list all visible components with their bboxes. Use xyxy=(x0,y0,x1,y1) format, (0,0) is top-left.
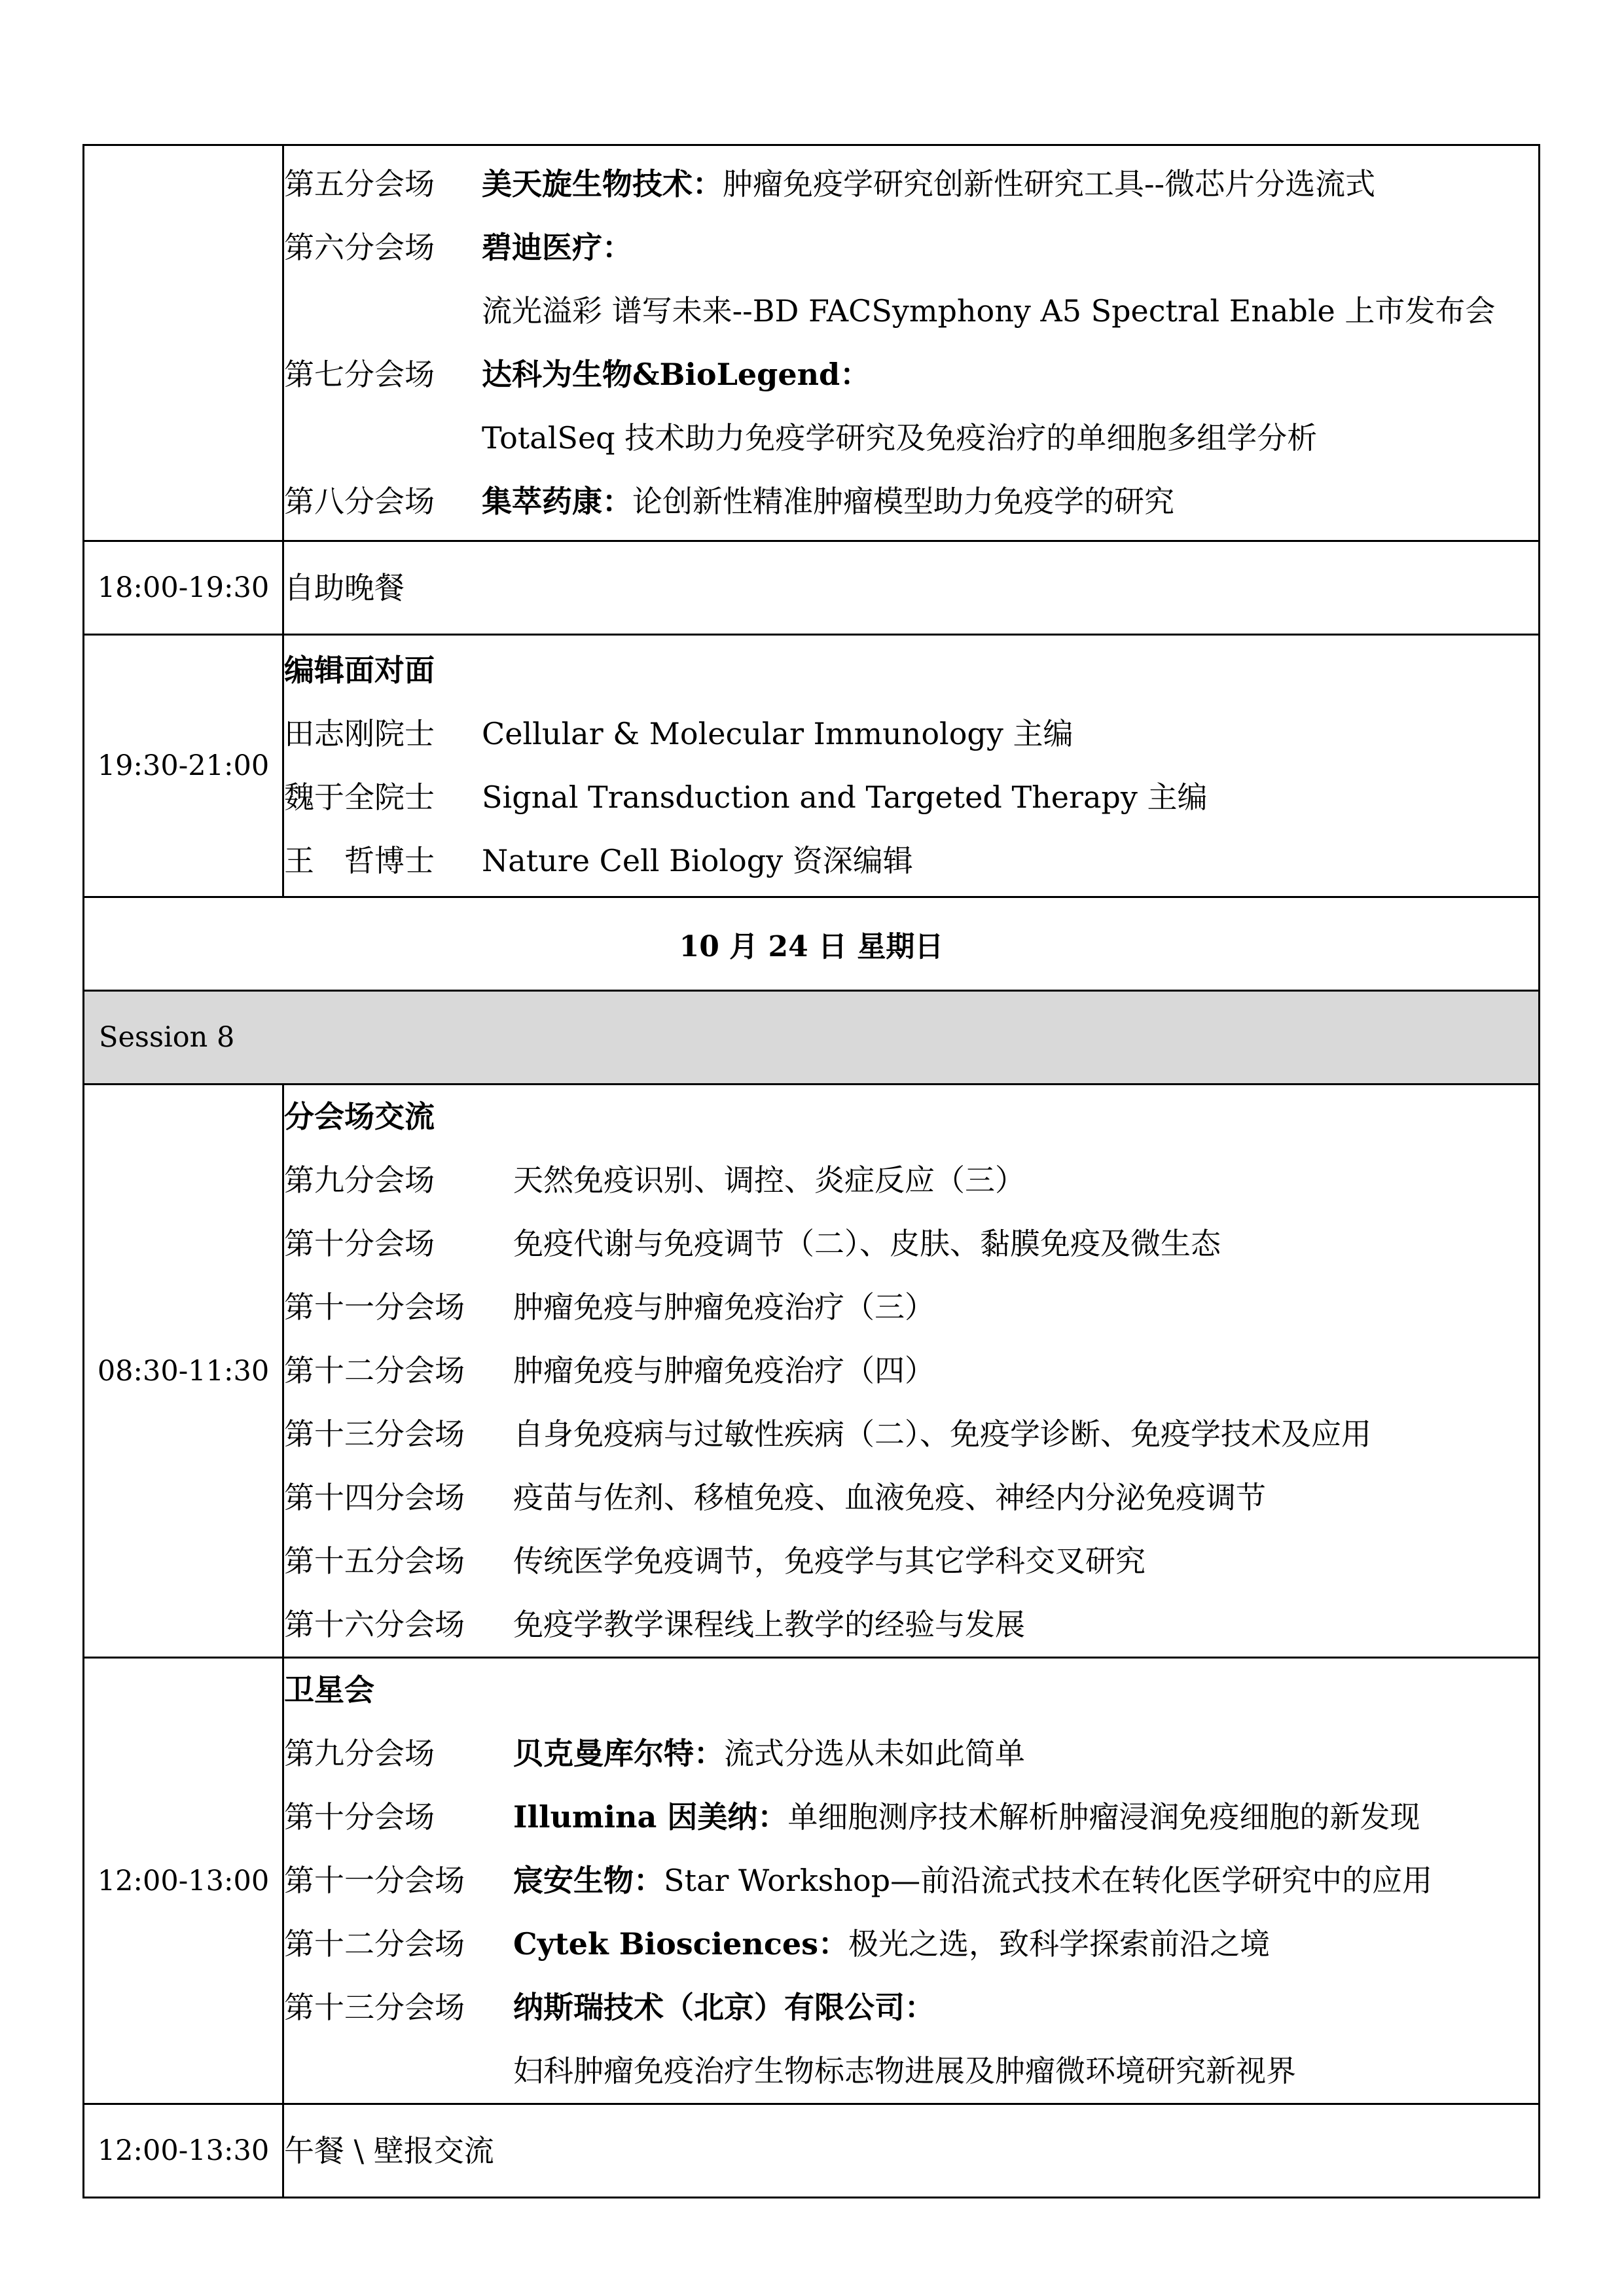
company-name: 达科为生物&BioLegend： xyxy=(482,357,871,392)
table-row xyxy=(84,635,1540,897)
room-label: 第九分会场 xyxy=(284,1736,435,1771)
topic: 免疫学教学课程线上教学的经验与发展 xyxy=(513,1607,1025,1642)
list-item xyxy=(284,1593,1538,1657)
room-label: 第十分会场 xyxy=(284,1799,435,1835)
company-name: 纳斯瑞技术（北京）有限公司： xyxy=(513,1990,935,2025)
schedule-table xyxy=(82,144,1540,2198)
room-label: 第十分会场 xyxy=(284,1226,435,1261)
list-item xyxy=(284,1276,1538,1339)
room-label: 第十三分会场 xyxy=(284,1990,465,2025)
list-item xyxy=(284,702,1538,766)
room-label: 第十一分会场 xyxy=(284,1863,465,1898)
topic: 免疫代谢与免疫调节（二）、皮肤、黏膜免疫及微生态 xyxy=(513,1226,1221,1261)
session-heading: Session 8 xyxy=(84,991,1540,1085)
topic: 肿瘤免疫与肿瘤免疫治疗（四） xyxy=(513,1353,935,1388)
room-label: 第十五分会场 xyxy=(284,1543,465,1579)
table-row xyxy=(84,145,1540,541)
company-name: Cytek Biosciences： xyxy=(513,1926,849,1962)
list-item xyxy=(284,2039,1538,2103)
list-item xyxy=(284,1849,1538,1912)
editor-name: 王 哲博士 xyxy=(284,843,435,878)
room-label: 第十二分会场 xyxy=(284,1926,465,1962)
topic: 传统医学免疫调节，免疫学与其它学科交叉研究 xyxy=(513,1543,1146,1579)
time-cell: 19:30-21:00 xyxy=(84,635,283,897)
talk-title: 流光溢彩 谱写未来--BD FACSymphony A5 Spectral Enable 上市发布会 xyxy=(482,293,1496,329)
topic: 肿瘤免疫与肿瘤免疫治疗（三） xyxy=(513,1289,935,1325)
list-item xyxy=(284,1785,1538,1849)
talk-title: 极光之选，致科学探索前沿之境 xyxy=(848,1926,1271,1962)
talk-title: 论创新性精准肿瘤模型助力免疫学的研究 xyxy=(632,484,1174,519)
list-item xyxy=(284,1403,1538,1466)
time-cell: 18:00-19:30 xyxy=(84,541,283,635)
list-item xyxy=(284,470,1538,533)
list-item xyxy=(284,766,1538,829)
editor-name: 田志刚院士 xyxy=(284,716,435,751)
table-row xyxy=(84,1658,1540,2104)
room-label: 第九分会场 xyxy=(284,1162,435,1198)
section-heading: 卫星会 xyxy=(284,1672,374,1708)
session-list xyxy=(283,145,1540,541)
talk-title: 单细胞测序技术解析肿瘤浸润免疫细胞的新发现 xyxy=(787,1799,1420,1835)
room-label: 第五分会场 xyxy=(284,166,435,202)
room-label: 第十六分会场 xyxy=(284,1607,465,1642)
session-list xyxy=(283,1658,1540,2104)
topic: 天然免疫识别、调控、炎症反应（三） xyxy=(513,1162,1025,1198)
lunch-text: 午餐 \ 壁报交流 xyxy=(284,2133,494,2168)
list-item xyxy=(284,343,1538,406)
content-cell xyxy=(283,541,1540,635)
room-label: 第十二分会场 xyxy=(284,1353,465,1388)
company-name: 贝克曼库尔特： xyxy=(513,1736,724,1771)
journal-name: Nature Cell Biology 资深编辑 xyxy=(482,843,913,878)
room-label: 第十四分会场 xyxy=(284,1480,465,1515)
dinner-text: 自助晚餐 xyxy=(284,570,405,605)
company-name: Illumina 因美纳： xyxy=(513,1799,788,1835)
section-heading: 分会场交流 xyxy=(284,1099,435,1134)
time-cell xyxy=(84,145,283,541)
list-item xyxy=(284,1149,1538,1212)
list-item xyxy=(284,152,1538,216)
time-cell: 08:30-11:30 xyxy=(84,1085,283,1658)
list-item xyxy=(284,1722,1538,1785)
table-row xyxy=(84,541,1540,635)
talk-title: 流式分选从未如此简单 xyxy=(724,1736,1025,1771)
talk-title: 妇科肿瘤免疫治疗生物标志物进展及肿瘤微环境研究新视界 xyxy=(513,2053,1296,2089)
list-item xyxy=(284,829,1538,893)
talk-title: Star Workshop—前沿流式技术在转化医学研究中的应用 xyxy=(664,1863,1433,1898)
topic: 疫苗与佐剂、移植免疫、血液免疫、神经内分泌免疫调节 xyxy=(513,1480,1266,1515)
room-label: 第八分会场 xyxy=(284,484,435,519)
editor-list xyxy=(283,635,1540,897)
list-item xyxy=(284,1530,1538,1593)
date-heading: 10 月 24 日 星期日 xyxy=(84,897,1540,991)
time-cell: 12:00-13:30 xyxy=(84,2104,283,2198)
table-row xyxy=(84,2104,1540,2198)
room-label: 第十三分会场 xyxy=(284,1416,465,1452)
journal-name: Cellular & Molecular Immunology 主编 xyxy=(482,716,1074,751)
table-row xyxy=(84,991,1540,1085)
list-item xyxy=(284,1466,1538,1530)
journal-name: Signal Transduction and Targeted Therapy 主编 xyxy=(482,780,1208,815)
list-item xyxy=(284,1212,1538,1276)
room-label: 第七分会场 xyxy=(284,357,435,392)
list-item xyxy=(284,1912,1538,1976)
company-name: 碧迪医疗： xyxy=(482,230,632,265)
table-row xyxy=(84,1085,1540,1658)
talk-title: 肿瘤免疫学研究创新性研究工具--微芯片分选流式 xyxy=(723,166,1376,202)
content-cell xyxy=(283,2104,1540,2198)
list-item xyxy=(284,1976,1538,2039)
table-row xyxy=(84,897,1540,991)
list-item xyxy=(284,406,1538,470)
company-name: 宸安生物： xyxy=(513,1863,664,1898)
editor-name: 魏于全院士 xyxy=(284,780,435,815)
section-heading: 编辑面对面 xyxy=(284,653,435,688)
time-cell: 12:00-13:00 xyxy=(84,1658,283,2104)
company-name: 集萃药康： xyxy=(482,484,632,519)
list-item xyxy=(284,1339,1538,1403)
topic: 自身免疫病与过敏性疾病（二）、免疫学诊断、免疫学技术及应用 xyxy=(513,1416,1371,1452)
room-label: 第十一分会场 xyxy=(284,1289,465,1325)
room-label: 第六分会场 xyxy=(284,230,435,265)
list-item xyxy=(284,279,1538,343)
company-name: 美天旋生物技术： xyxy=(482,166,723,202)
talk-title: TotalSeq 技术助力免疫学研究及免疫治疗的单细胞多组学分析 xyxy=(482,420,1318,456)
list-item xyxy=(284,216,1538,279)
session-list xyxy=(283,1085,1540,1658)
